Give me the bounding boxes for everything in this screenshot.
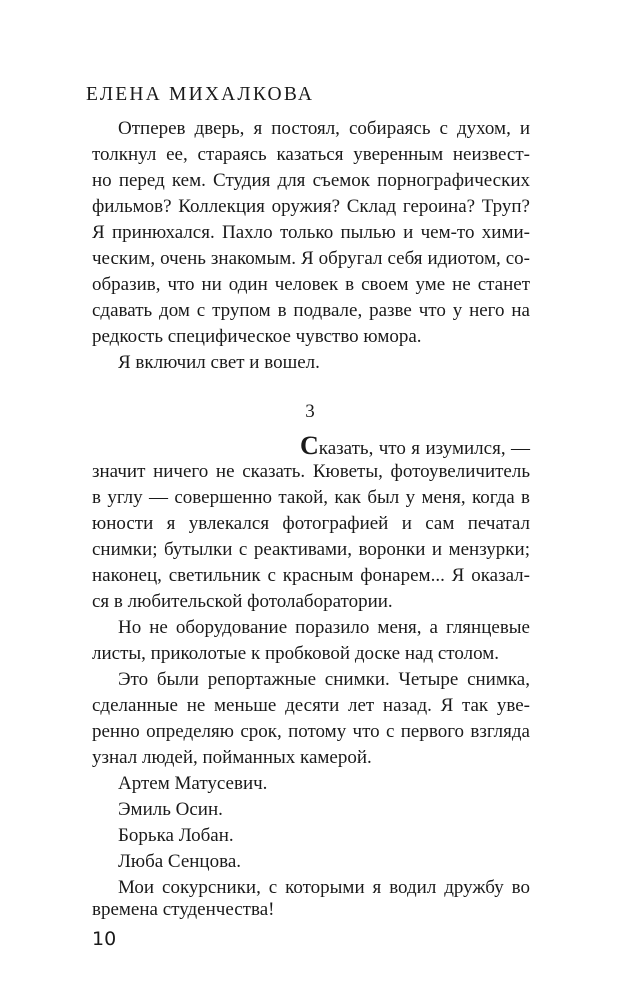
text-line: снимки; бутылки с реактивами, воронки и мензурки; <box>92 539 530 560</box>
text-line: сделанные не меньше десяти лет назад. Я так уве- <box>92 695 530 716</box>
text-line: значит ничего не сказать. Кюветы, фотоувеличитель <box>92 461 530 482</box>
text-line: узнал людей, пойманных камерой. <box>92 747 372 768</box>
text-line: редкость специфическое чувство юмора. <box>92 326 422 347</box>
text-line: Я принюхался. Пахло только пылью и чем-то хими- <box>92 222 530 243</box>
running-header-author: ЕЛЕНА МИХАЛКОВА <box>86 84 315 105</box>
text-line: сдавать дом с трупом в подвале, разве что у него на <box>92 300 530 321</box>
name-line: Эмиль Осин. <box>118 799 223 820</box>
text-line: листы, приколотые к пробковой доске над столом. <box>92 643 499 664</box>
drop-cap-letter: С <box>300 431 319 460</box>
name-line: Борька Лобан. <box>118 825 234 846</box>
text-line: Я включил свет и вошел. <box>118 352 320 373</box>
name-line: Люба Сенцова. <box>118 851 242 872</box>
page-number: 10 <box>92 928 117 950</box>
text-line: но перед кем. Студия для съемок порнографических <box>92 170 530 191</box>
text-line: наконец, светильник с красным фонарем... Я оказал- <box>92 565 530 586</box>
chapter-opening-line <box>300 433 530 462</box>
text-line: ся в любительской фотолаборатории. <box>92 591 393 612</box>
text-line: ческим, очень знакомым. Я обругал себя идиотом, со- <box>92 248 530 269</box>
text-line: ренно определяю срок, потому что с первого взгляда <box>92 721 530 742</box>
text-line: в углу — совершенно такой, как был у меня, когда в <box>92 487 530 508</box>
text-line: Отперев дверь, я постоял, собираясь с духом, и <box>118 118 530 139</box>
name-line: Артем Матусевич. <box>118 773 268 794</box>
chapter-number: 3 <box>305 401 315 422</box>
text-line: Мои сокурсники, с которыми я водил дружбу во <box>118 877 530 898</box>
text-line: юности я увлекался фотографией и сам печатал <box>92 513 530 534</box>
text-line: Но не оборудование поразило меня, а глянцевые <box>118 617 530 638</box>
text-line: времена студенчества! <box>92 899 275 920</box>
text-line: толкнул ее, стараясь казаться уверенным неизвест- <box>92 144 530 165</box>
text-line: образив, что ни один человек в своем уме не станет <box>92 274 530 295</box>
text-line: Это были репортажные снимки. Четыре снимка, <box>118 669 530 690</box>
text-line: фильмов? Коллекция оружия? Склад героина? Труп? <box>92 196 530 217</box>
opening-line-text: казать, что я изумился, — <box>318 438 530 459</box>
